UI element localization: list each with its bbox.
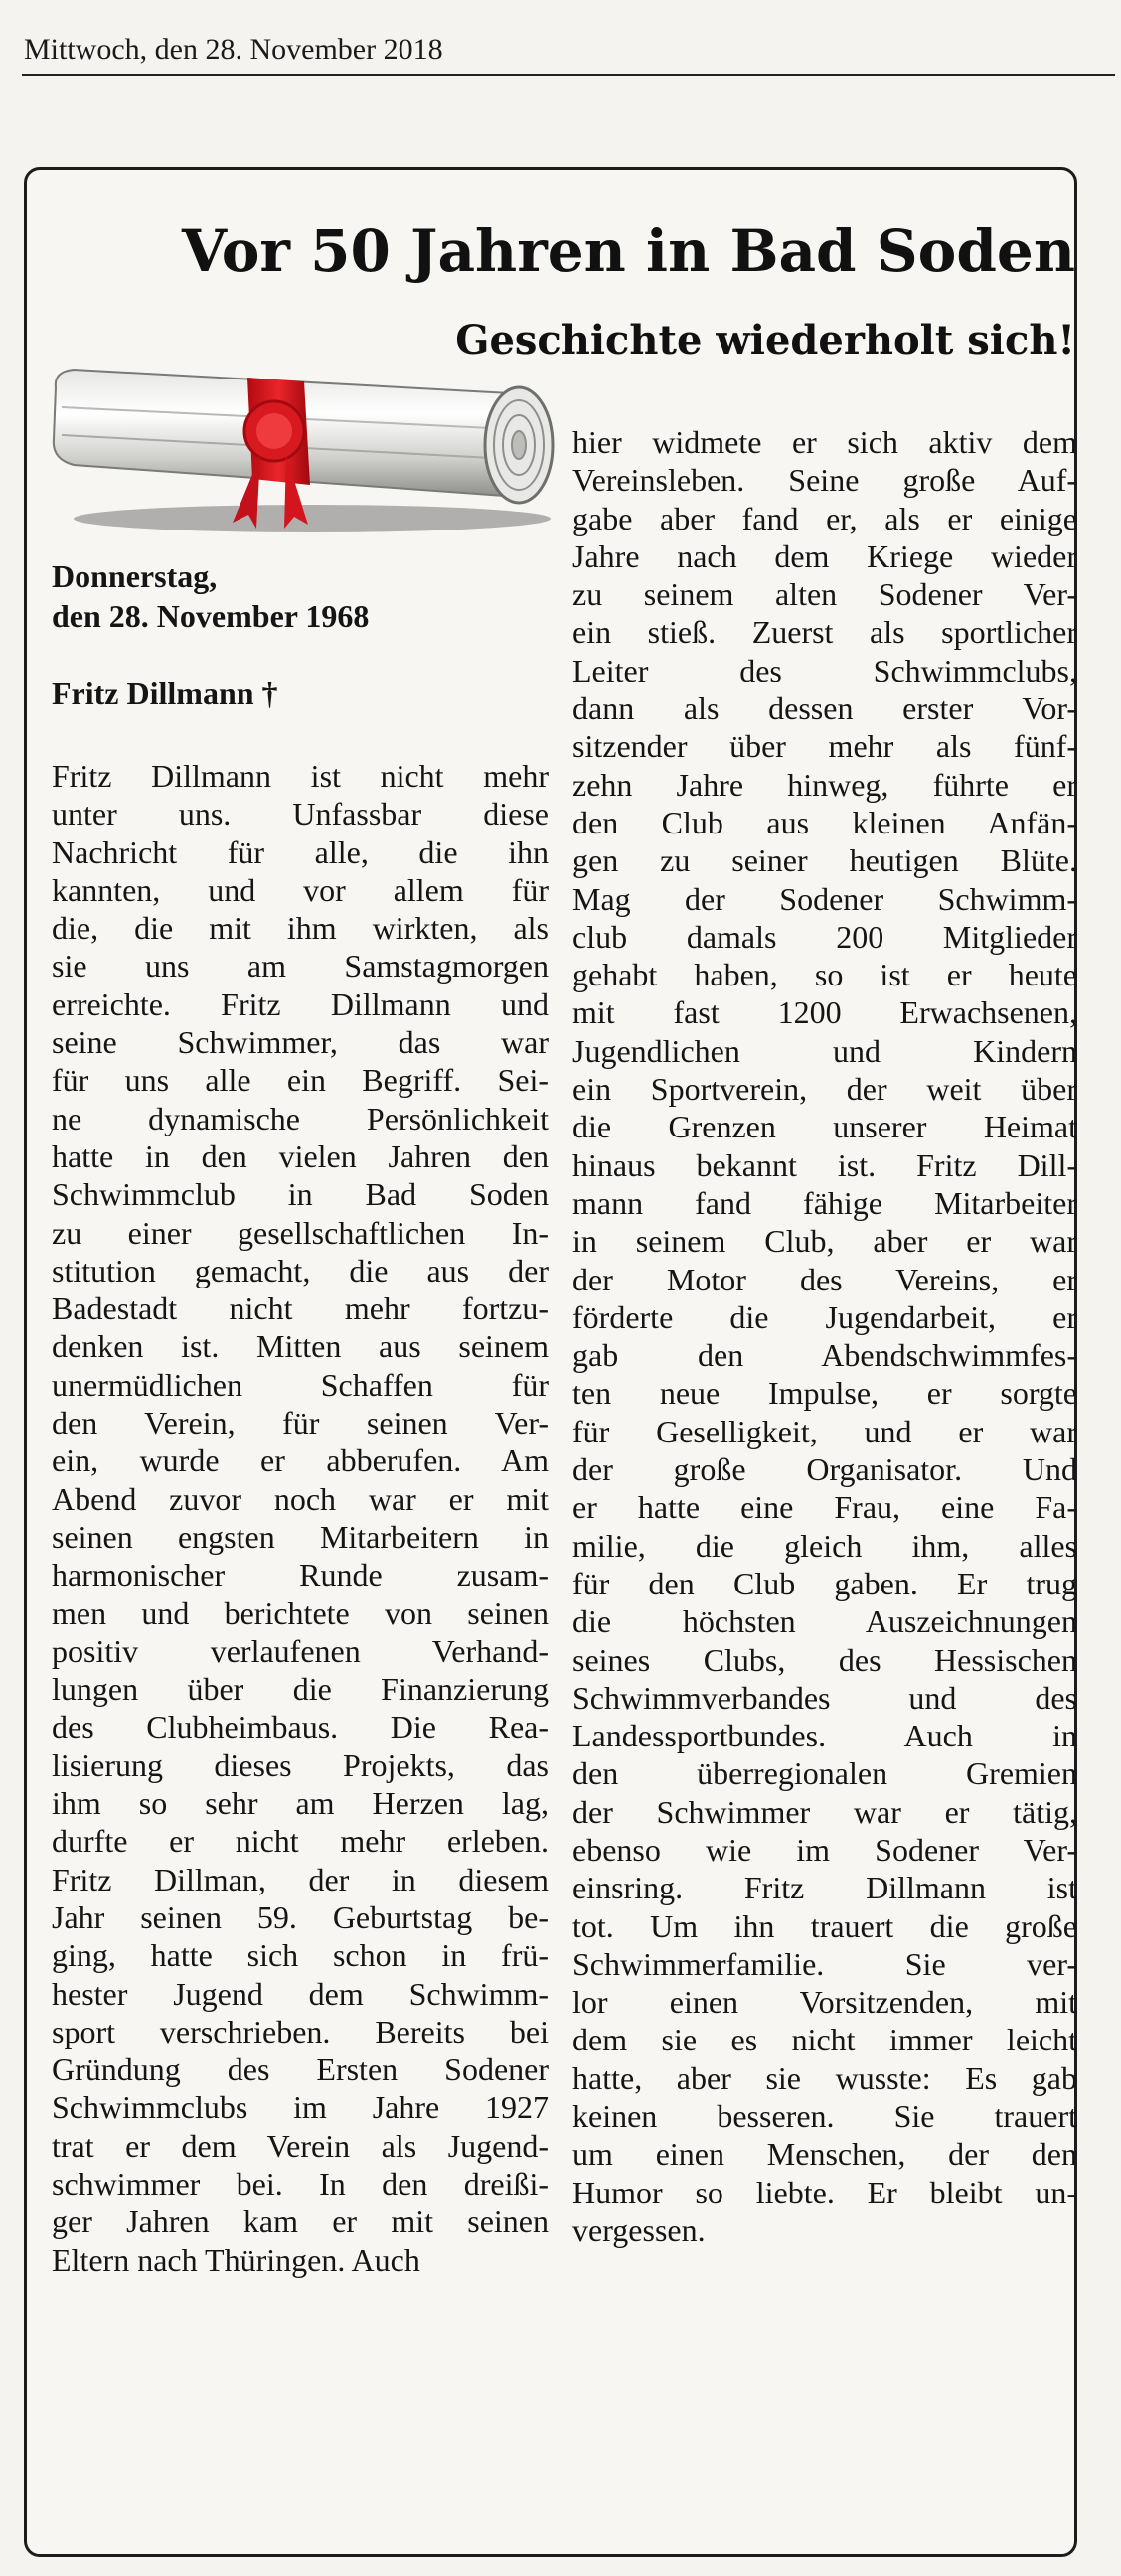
text-line: dem sie es nicht immer leicht: [572, 2022, 1077, 2058]
text-line: erreichte. Fritz Dillmann und: [52, 985, 549, 1022]
text-line: Schwimmclubs im Jahre 1927: [52, 2089, 549, 2126]
text-line: vergessen.: [572, 2211, 706, 2248]
text-line: ein stieß. Zuerst als sportlicher: [572, 614, 1077, 651]
text-line: Gründung des Ersten Sodener: [52, 2051, 549, 2088]
text-line: die, die mit ihm wirkten, als: [52, 910, 549, 947]
text-line: dann als dessen erster Vor-: [572, 690, 1077, 727]
text-line: den überregionalen Gremien: [572, 1755, 1077, 1792]
text-line: in seinem Club, aber er war: [572, 1223, 1077, 1260]
text-line: ein Sportverein, der weit über: [572, 1071, 1077, 1108]
text-line: zehn Jahre hinweg, führte er: [572, 766, 1077, 803]
text-line: zu einer gesellschaftlichen In-: [52, 1214, 549, 1251]
text-line: ging, hatte sich schon in frü-: [52, 1937, 549, 1974]
text-line: Humor so liebte. Er bleibt un-: [572, 2174, 1077, 2210]
text-line: unter uns. Unfassbar diese: [52, 796, 549, 833]
article-subtitle: Geschichte wiederholt sich!: [455, 317, 1075, 364]
text-line: tot. Um ihn trauert die große: [572, 1907, 1077, 1944]
text-line: Eltern nach Thüringen. Auch: [52, 2241, 420, 2278]
text-line: er hatte eine Frau, eine Fa-: [572, 1489, 1077, 1526]
text-line: positiv verlaufenen Verhand-: [52, 1632, 549, 1669]
text-line: zu seinem alten Sodener Ver-: [572, 576, 1077, 613]
text-line: sie uns am Samstagmorgen: [52, 948, 549, 985]
text-line: Abend zuvor noch war er mit: [52, 1480, 549, 1517]
person-heading: Fritz Dillmann †: [52, 676, 278, 711]
text-line: Jugendlichen und Kindern: [572, 1032, 1077, 1069]
text-line: durfte er nicht mehr erleben.: [52, 1823, 549, 1860]
text-line: die höchsten Auszeichnungen: [572, 1603, 1077, 1640]
article-right-column: [572, 423, 1077, 2249]
text-line: gehabt haben, so ist er heute: [572, 957, 1077, 993]
text-line: gab den Abendschwimmfes-: [572, 1337, 1077, 1374]
text-line: Schwimmverbandes und des: [572, 1679, 1077, 1716]
text-line: lisierung dieses Projekts, das: [52, 1746, 549, 1783]
text-line: keinen besseren. Sie trauert: [572, 2098, 1077, 2135]
text-line: einsring. Fritz Dillmann ist: [572, 1870, 1077, 1906]
text-line: unermüdlichen Schaffen für: [52, 1366, 549, 1403]
text-line: seines Clubs, des Hessischen: [572, 1641, 1077, 1678]
text-line: ebenso wie im Sodener Ver-: [572, 1831, 1077, 1868]
text-line: Schwimmclub in Bad Soden: [52, 1176, 549, 1213]
text-line: hester Jugend dem Schwimm-: [52, 1975, 549, 2012]
article-date: [52, 556, 549, 636]
text-line: gabe aber fand er, als er einige: [572, 500, 1077, 536]
text-line: für uns alle ein Begriff. Sei-: [52, 1062, 549, 1099]
text-line: men und berichtete von seinen: [52, 1594, 549, 1631]
article-left-column: [52, 556, 549, 2279]
text-line: der Schwimmer war er tätig,: [572, 1793, 1077, 1830]
text-line: ger Jahren kam er mit seinen: [52, 2203, 549, 2240]
text-line: förderte die Jugendarbeit, er: [572, 1298, 1077, 1335]
article-date-weekday: Donnerstag,: [52, 558, 218, 594]
text-line: den Club aus kleinen Anfän-: [572, 804, 1077, 840]
text-line: ihm so sehr am Herzen lag,: [52, 1785, 549, 1822]
text-line: lungen über die Finanzierung: [52, 1671, 549, 1708]
text-line: hinaus bekannt ist. Fritz Dill-: [572, 1146, 1077, 1183]
text-line: club damals 200 Mitglieder: [572, 918, 1077, 955]
text-line: Jahre nach dem Kriege wieder: [572, 537, 1077, 574]
text-line: den Verein, für seinen Ver-: [52, 1405, 549, 1441]
text-line: hier widmete er sich aktiv dem: [572, 424, 1077, 460]
text-line: für Geselligkeit, und er war: [572, 1413, 1077, 1449]
text-line: ne dynamische Persönlichkeit: [52, 1100, 549, 1136]
text-line: denken ist. Mitten aus seinem: [52, 1328, 549, 1365]
text-line: Mag der Sodener Schwimm-: [572, 880, 1077, 917]
text-line: harmonischer Runde zusam-: [52, 1557, 549, 1593]
text-line: trat er dem Verein als Jugend-: [52, 2127, 549, 2164]
text-line: Leiter des Schwimmclubs,: [572, 652, 1077, 688]
text-line: seinen engsten Mitarbeitern in: [52, 1518, 549, 1555]
text-line: kannten, und vor allem für: [52, 871, 549, 908]
article-title: Vor 50 Jahren in Bad Soden: [182, 218, 1075, 285]
text-line: der große Organisator. Und: [572, 1451, 1077, 1488]
text-line: ten neue Impulse, er sorgte: [572, 1375, 1077, 1412]
text-line: sitzender über mehr als fünf-: [572, 728, 1077, 765]
text-line: ein, wurde er abberufen. Am: [52, 1442, 549, 1479]
page-dateline: Mittwoch, den 28. November 2018: [24, 33, 443, 66]
text-line: Fritz Dillman, der in diesem: [52, 1861, 549, 1897]
header-rule: [22, 74, 1115, 76]
text-line: mann fand fähige Mitarbeiter: [572, 1184, 1077, 1221]
article-date-full: den 28. November 1968: [52, 598, 370, 634]
text-line: Fritz Dillmann ist nicht mehr: [52, 758, 549, 794]
text-line: sport verschrieben. Bereits bei: [52, 2013, 549, 2049]
text-line: für den Club gaben. Er trug: [572, 1565, 1077, 1601]
text-line: lor einen Vorsitzenden, mit: [572, 1984, 1077, 2021]
text-line: gen zu seiner heutigen Blüte.: [572, 842, 1077, 879]
text-line: Landessportbundes. Auch in: [572, 1718, 1077, 1754]
text-line: um einen Menschen, der den: [572, 2136, 1077, 2173]
text-line: stitution gemacht, die aus der: [52, 1252, 549, 1288]
text-line: Schwimmerfamilie. Sie ver-: [572, 1945, 1077, 1982]
text-line: schwimmer bei. In den dreißi-: [52, 2165, 549, 2201]
text-line: seine Schwimmer, das war: [52, 1024, 549, 1061]
text-line: mit fast 1200 Erwachsenen,: [572, 994, 1077, 1031]
text-line: Badestadt nicht mehr fortzu-: [52, 1290, 549, 1327]
text-line: die Grenzen unserer Heimat: [572, 1109, 1077, 1145]
text-line: hatte, aber sie wusste: Es gab: [572, 2059, 1077, 2096]
text-line: der Motor des Vereins, er: [572, 1261, 1077, 1297]
scroll-with-red-ribbon-icon: [44, 348, 560, 546]
text-line: Jahr seinen 59. Geburtstag be-: [52, 1898, 549, 1935]
text-line: des Clubheimbaus. Die Rea-: [52, 1709, 549, 1745]
left-column-text: [52, 757, 549, 2279]
text-line: milie, die gleich ihm, alles: [572, 1527, 1077, 1564]
text-line: Vereinsleben. Seine große Auf-: [572, 462, 1077, 499]
text-line: Nachricht für alle, die ihn: [52, 833, 549, 870]
text-line: hatte in den vielen Jahren den: [52, 1137, 549, 1174]
